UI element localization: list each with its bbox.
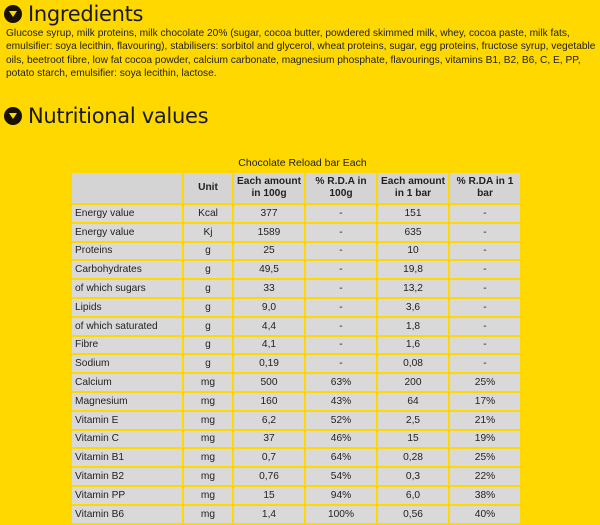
- cell-unit: Kcal: [184, 205, 232, 222]
- ingredients-title: Ingredients: [28, 2, 144, 26]
- cell-rda-bar: 25%: [450, 449, 520, 466]
- cell-amount-bar: 635: [378, 224, 448, 241]
- cell-nutrient-name: of which saturated: [72, 318, 182, 335]
- cell-rda-100g: -: [306, 355, 376, 372]
- table-row: [72, 393, 520, 410]
- cell-unit: g: [184, 261, 232, 278]
- cell-rda-100g: -: [306, 224, 376, 241]
- chevron-down-circle-icon[interactable]: [4, 107, 22, 125]
- cell-nutrient-name: Vitamin PP: [72, 487, 182, 504]
- table-row: [72, 412, 520, 429]
- cell-amount-100g: 33: [234, 280, 304, 297]
- cell-unit: mg: [184, 449, 232, 466]
- cell-unit: mg: [184, 374, 232, 391]
- cell-rda-100g: 43%: [306, 393, 376, 410]
- cell-amount-bar: 0,3: [378, 468, 448, 485]
- cell-amount-bar: 0,28: [378, 449, 448, 466]
- cell-nutrient-name: Lipids: [72, 299, 182, 316]
- table-row: [72, 261, 520, 278]
- cell-nutrient-name: of which sugars: [72, 280, 182, 297]
- cell-rda-100g: -: [306, 280, 376, 297]
- cell-rda-100g: 54%: [306, 468, 376, 485]
- cell-amount-100g: 25: [234, 243, 304, 260]
- cell-rda-bar: -: [450, 337, 520, 354]
- cell-unit: g: [184, 318, 232, 335]
- cell-amount-100g: 1,4: [234, 506, 304, 523]
- cell-amount-100g: 6,2: [234, 412, 304, 429]
- cell-rda-bar: 19%: [450, 431, 520, 448]
- cell-amount-bar: 19,8: [378, 261, 448, 278]
- cell-rda-bar: -: [450, 224, 520, 241]
- cell-amount-100g: 49,5: [234, 261, 304, 278]
- cell-amount-bar: 0,56: [378, 506, 448, 523]
- cell-amount-bar: 1,6: [378, 337, 448, 354]
- cell-nutrient-name: Proteins: [72, 243, 182, 260]
- cell-nutrient-name: Calcium: [72, 374, 182, 391]
- table-row: [72, 224, 520, 241]
- table-row: [72, 280, 520, 297]
- column-header-nutrient: [72, 173, 182, 203]
- cell-rda-bar: -: [450, 318, 520, 335]
- ingredients-header: [4, 2, 143, 26]
- cell-amount-bar: 0,08: [378, 355, 448, 372]
- nutrition-header: [4, 104, 208, 128]
- table-row: [72, 318, 520, 335]
- cell-rda-100g: -: [306, 337, 376, 354]
- cell-rda-bar: 38%: [450, 487, 520, 504]
- cell-amount-100g: 37: [234, 431, 304, 448]
- table-row: [72, 299, 520, 316]
- cell-amount-bar: 13,2: [378, 280, 448, 297]
- cell-rda-100g: 100%: [306, 506, 376, 523]
- cell-nutrient-name: Vitamin B2: [72, 468, 182, 485]
- cell-rda-bar: -: [450, 243, 520, 260]
- cell-unit: g: [184, 280, 232, 297]
- cell-amount-bar: 15: [378, 431, 448, 448]
- cell-amount-100g: 4,1: [234, 337, 304, 354]
- cell-amount-100g: 0,7: [234, 449, 304, 466]
- cell-nutrient-name: Energy value: [72, 205, 182, 222]
- cell-rda-bar: -: [450, 261, 520, 278]
- table-row: [72, 468, 520, 485]
- cell-nutrient-name: Sodium: [72, 355, 182, 372]
- table-caption: Chocolate Reload bar Each: [238, 157, 367, 169]
- cell-amount-100g: 0,19: [234, 355, 304, 372]
- table-row: [72, 355, 520, 372]
- chevron-down-circle-icon[interactable]: [4, 5, 22, 23]
- cell-rda-100g: 63%: [306, 374, 376, 391]
- table-row: [72, 487, 520, 504]
- table-row: [72, 374, 520, 391]
- cell-amount-bar: 151: [378, 205, 448, 222]
- cell-rda-100g: -: [306, 205, 376, 222]
- column-header-rda-100g: % R.D.A in 100g: [306, 173, 376, 203]
- cell-amount-bar: 2,5: [378, 412, 448, 429]
- cell-rda-bar: -: [450, 205, 520, 222]
- table-row: [72, 431, 520, 448]
- ingredients-text: Glucose syrup, milk proteins, milk chocolate 20% (sugar, cocoa butter, powdered skimmed milk, whey, cocoa paste, milk fats, emulsifier: soya lecithin, flavouring), stabilisers: sorbitol and glycerol, wheat proteins, sugar, egg proteins, fructose syrup, vegetable oils, beetroot fibre, low fat cocoa powder, calcium carbonate, magnesium phosphate, flavourings, vitamins B1, B2, B6, C, E, PP, potato starch, emulsifier: soya lecithin, lactose.: [6, 28, 596, 80]
- cell-unit: mg: [184, 506, 232, 523]
- cell-amount-100g: 160: [234, 393, 304, 410]
- cell-unit: mg: [184, 431, 232, 448]
- cell-rda-100g: 94%: [306, 487, 376, 504]
- cell-unit: mg: [184, 487, 232, 504]
- cell-unit: mg: [184, 393, 232, 410]
- cell-rda-100g: -: [306, 243, 376, 260]
- cell-nutrient-name: Magnesium: [72, 393, 182, 410]
- cell-rda-100g: -: [306, 318, 376, 335]
- cell-amount-bar: 1,8: [378, 318, 448, 335]
- cell-amount-100g: 1589: [234, 224, 304, 241]
- cell-unit: mg: [184, 468, 232, 485]
- column-header-rda-bar: % R.DA in 1 bar: [450, 173, 520, 203]
- column-header-amount-100g: Each amount in 100g: [234, 173, 304, 203]
- cell-amount-bar: 3,6: [378, 299, 448, 316]
- column-header-amount-bar: Each amount in 1 bar: [378, 173, 448, 203]
- cell-rda-bar: -: [450, 280, 520, 297]
- table-row: [72, 337, 520, 354]
- cell-unit: mg: [184, 412, 232, 429]
- cell-rda-bar: 22%: [450, 468, 520, 485]
- cell-unit: g: [184, 337, 232, 354]
- cell-rda-100g: -: [306, 261, 376, 278]
- cell-nutrient-name: Vitamin B6: [72, 506, 182, 523]
- table-row: [72, 243, 520, 260]
- cell-amount-100g: 4,4: [234, 318, 304, 335]
- cell-amount-100g: 15: [234, 487, 304, 504]
- cell-rda-100g: 64%: [306, 449, 376, 466]
- cell-rda-100g: 46%: [306, 431, 376, 448]
- cell-amount-100g: 9,0: [234, 299, 304, 316]
- cell-rda-bar: 17%: [450, 393, 520, 410]
- cell-unit: g: [184, 355, 232, 372]
- cell-nutrient-name: Energy value: [72, 224, 182, 241]
- table-row: [72, 205, 520, 222]
- cell-nutrient-name: Vitamin E: [72, 412, 182, 429]
- cell-amount-bar: 6,0: [378, 487, 448, 504]
- nutrition-title: Nutritional values: [28, 104, 209, 128]
- cell-rda-100g: -: [306, 299, 376, 316]
- cell-unit: g: [184, 299, 232, 316]
- cell-nutrient-name: Fibre: [72, 337, 182, 354]
- cell-unit: g: [184, 243, 232, 260]
- cell-amount-100g: 0,76: [234, 468, 304, 485]
- cell-amount-100g: 500: [234, 374, 304, 391]
- table-row: [72, 449, 520, 466]
- table-header-row: [72, 173, 520, 203]
- cell-rda-bar: -: [450, 355, 520, 372]
- column-header-unit: Unit: [184, 173, 232, 203]
- cell-unit: Kj: [184, 224, 232, 241]
- nutrition-table: [70, 171, 522, 525]
- table-row: [72, 506, 520, 523]
- cell-amount-bar: 10: [378, 243, 448, 260]
- cell-rda-bar: 21%: [450, 412, 520, 429]
- cell-amount-100g: 377: [234, 205, 304, 222]
- cell-nutrient-name: Vitamin C: [72, 431, 182, 448]
- cell-amount-bar: 64: [378, 393, 448, 410]
- cell-rda-100g: 52%: [306, 412, 376, 429]
- cell-nutrient-name: Carbohydrates: [72, 261, 182, 278]
- cell-rda-bar: 40%: [450, 506, 520, 523]
- cell-nutrient-name: Vitamin B1: [72, 449, 182, 466]
- cell-rda-bar: -: [450, 299, 520, 316]
- cell-amount-bar: 200: [378, 374, 448, 391]
- cell-rda-bar: 25%: [450, 374, 520, 391]
